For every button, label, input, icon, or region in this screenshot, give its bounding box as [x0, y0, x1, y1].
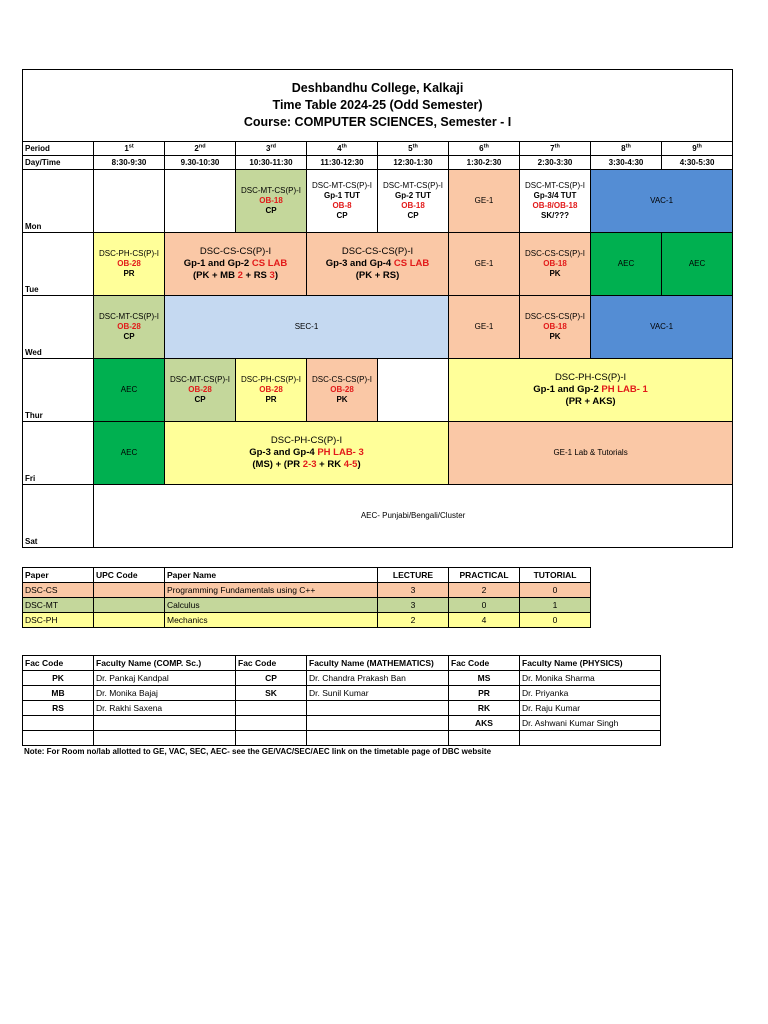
- tutorial-count: 0: [520, 583, 591, 598]
- period-4: 4th: [307, 142, 378, 156]
- fac-code: AKS: [449, 716, 520, 731]
- fac-code: [23, 731, 94, 746]
- thur-p3-class: DSC-PH-CS(P)-I OB-28 PR: [236, 359, 307, 422]
- day-wed: Wed: [23, 296, 94, 359]
- period-3: 3rd: [236, 142, 307, 156]
- table-row: [23, 598, 591, 613]
- fac-name: Dr. Ashwani Kumar Singh: [520, 716, 661, 731]
- period-7: 7th: [520, 142, 591, 156]
- row-thur: [23, 359, 733, 422]
- mon-p4-class: DSC-MT-CS(P)-I Gp-1 TUT OB-8 CP: [307, 170, 378, 233]
- fac-name: [520, 731, 661, 746]
- thur-p2-class: DSC-MT-CS(P)-I OB-28 CP: [165, 359, 236, 422]
- tue-p9-class: AEC: [662, 233, 733, 296]
- table-row: [23, 716, 661, 731]
- mon-p1: [94, 170, 165, 233]
- faculty-table: [22, 655, 661, 746]
- fac-code: RS: [23, 701, 94, 716]
- fac-header-name-phy: Faculty Name (PHYSICS): [520, 656, 661, 671]
- time-7: 2:30-3:30: [520, 156, 591, 170]
- fac-header-name-math: Faculty Name (MATHEMATICS): [307, 656, 449, 671]
- fac-code: [449, 731, 520, 746]
- practical-count: 4: [449, 613, 520, 628]
- faculty-header-row: [23, 656, 661, 671]
- fac-name: [307, 716, 449, 731]
- paper-name: Calculus: [165, 598, 378, 613]
- fac-name: [94, 731, 236, 746]
- table-row: [23, 583, 591, 598]
- fac-name: Dr. Monika Sharma: [520, 671, 661, 686]
- fac-code: CP: [236, 671, 307, 686]
- table-row: [23, 701, 661, 716]
- papers-header-paper: Paper: [23, 568, 94, 583]
- fac-header-code-cs: Fac Code: [23, 656, 94, 671]
- fac-name: Dr. Pankaj Kandpal: [94, 671, 236, 686]
- paper-name: Programming Fundamentals using C++: [165, 583, 378, 598]
- paper-code: DSC-CS: [23, 583, 94, 598]
- fac-name: Dr. Raju Kumar: [520, 701, 661, 716]
- fac-code: [23, 716, 94, 731]
- thur-p5: [378, 359, 449, 422]
- practical-count: 0: [449, 598, 520, 613]
- period-1: 1st: [94, 142, 165, 156]
- timetable-title: [23, 70, 733, 142]
- papers-table: [22, 567, 591, 628]
- period-6: 6th: [449, 142, 520, 156]
- fac-name: Dr. Priyanka: [520, 686, 661, 701]
- fac-name: [307, 731, 449, 746]
- table-row: [23, 613, 591, 628]
- thur-p4-class: DSC-CS-CS(P)-I OB-28 PK: [307, 359, 378, 422]
- practical-count: 2: [449, 583, 520, 598]
- thur-p69-class: DSC-PH-CS(P)-I Gp-1 and Gp-2 PH LAB- 1 (PR + AKS): [449, 359, 733, 422]
- wed-p1-class: DSC-MT-CS(P)-I OB-28 CP: [94, 296, 165, 359]
- daytime-label: Day/Time: [23, 156, 94, 170]
- fri-p25-class: DSC-PH-CS(P)-I Gp-3 and Gp-4 PH LAB- 3 (MS) + (PR 2-3 + RK 4-5): [165, 422, 449, 485]
- period-label: Period: [23, 142, 94, 156]
- fac-code: [236, 701, 307, 716]
- fac-code: RK: [449, 701, 520, 716]
- fac-code: PK: [23, 671, 94, 686]
- fac-name: [94, 716, 236, 731]
- mon-p7-class: DSC-MT-CS(P)-I Gp-3/4 TUT OB-8/OB-18 SK/???: [520, 170, 591, 233]
- time-6: 1:30-2:30: [449, 156, 520, 170]
- fac-code: MS: [449, 671, 520, 686]
- paper-name: Mechanics: [165, 613, 378, 628]
- fac-header-code-phy: Fac Code: [449, 656, 520, 671]
- college-name: Deshbandhu College, Kalkaji: [291, 81, 464, 95]
- mon-p2: [165, 170, 236, 233]
- papers-header-lecture: LECTURE: [378, 568, 449, 583]
- fac-code: [236, 731, 307, 746]
- upc-code: [94, 598, 165, 613]
- day-tue: Tue: [23, 233, 94, 296]
- table-row: [23, 686, 661, 701]
- tue-p23-class: DSC-CS-CS(P)-I Gp-1 and Gp-2 CS LAB (PK + MB 2 + RS 3): [165, 233, 307, 296]
- time-8: 3:30-4:30: [591, 156, 662, 170]
- mon-p5-class: DSC-MT-CS(P)-I Gp-2 TUT OB-18 CP: [378, 170, 449, 233]
- row-mon: [23, 170, 733, 233]
- period-2: 2nd: [165, 142, 236, 156]
- time-5: 12:30-1:30: [378, 156, 449, 170]
- time-1: 8:30-9:30: [94, 156, 165, 170]
- fac-name: Dr. Chandra Prakash Ban: [307, 671, 449, 686]
- lecture-count: 3: [378, 598, 449, 613]
- fac-name: Dr. Monika Bajaj: [94, 686, 236, 701]
- sat-p19-class: AEC- Punjabi/Bengali/Cluster: [94, 485, 733, 548]
- wed-p7-class: DSC-CS-CS(P)-I OB-18 PK: [520, 296, 591, 359]
- papers-header-row: [23, 568, 591, 583]
- table-row: [23, 731, 661, 746]
- fac-name: [307, 701, 449, 716]
- papers-header-name: Paper Name: [165, 568, 378, 583]
- row-tue: [23, 233, 733, 296]
- mon-p3-class: DSC-MT-CS(P)-I OB-18 CP: [236, 170, 307, 233]
- timetable-name: Time Table 2024-25 (Odd Semester): [272, 98, 483, 112]
- row-wed: [23, 296, 733, 359]
- course-name: Course: COMPUTER SCIENCES, Semester - I: [243, 115, 512, 129]
- time-row: [23, 156, 733, 170]
- upc-code: [94, 583, 165, 598]
- papers-header-upc: UPC Code: [94, 568, 165, 583]
- tue-p8-class: AEC: [591, 233, 662, 296]
- fac-code: PR: [449, 686, 520, 701]
- wed-p89-class: VAC-1: [591, 296, 733, 359]
- fac-header-name-cs: Faculty Name (COMP. Sc.): [94, 656, 236, 671]
- tue-p6-class: GE-1: [449, 233, 520, 296]
- upc-code: [94, 613, 165, 628]
- period-5: 5th: [378, 142, 449, 156]
- tue-p1-class: DSC-PH-CS(P)-I OB-28 PR: [94, 233, 165, 296]
- table-row: [23, 671, 661, 686]
- lecture-count: 3: [378, 583, 449, 598]
- day-mon: Mon: [23, 170, 94, 233]
- tue-p7-class: DSC-CS-CS(P)-I OB-18 PK: [520, 233, 591, 296]
- fri-p1-class: AEC: [94, 422, 165, 485]
- paper-code: DSC-MT: [23, 598, 94, 613]
- papers-header-tutorial: TUTORIAL: [520, 568, 591, 583]
- footnote: Note: For Room no/lab allotted to GE, VAC, SEC, AEC- see the GE/VAC/SEC/AEC link on the timetable page of DBC website: [24, 747, 492, 756]
- row-sat: [23, 485, 733, 548]
- mon-p89-class: VAC-1: [591, 170, 733, 233]
- day-thur: Thur: [23, 359, 94, 422]
- row-fri: [23, 422, 733, 485]
- wed-p25-class: SEC-1: [165, 296, 449, 359]
- timetable: [22, 69, 733, 548]
- time-3: 10:30-11:30: [236, 156, 307, 170]
- fri-p69-class: GE-1 Lab & Tutorials: [449, 422, 733, 485]
- time-4: 11:30-12:30: [307, 156, 378, 170]
- paper-code: DSC-PH: [23, 613, 94, 628]
- thur-p1-class: AEC: [94, 359, 165, 422]
- tue-p45-class: DSC-CS-CS(P)-I Gp-3 and Gp-4 CS LAB (PK + RS): [307, 233, 449, 296]
- tutorial-count: 0: [520, 613, 591, 628]
- fac-header-code-math: Fac Code: [236, 656, 307, 671]
- papers-header-practical: PRACTICAL: [449, 568, 520, 583]
- fac-code: SK: [236, 686, 307, 701]
- day-sat: Sat: [23, 485, 94, 548]
- day-fri: Fri: [23, 422, 94, 485]
- period-9: 9th: [662, 142, 733, 156]
- period-8: 8th: [591, 142, 662, 156]
- period-row: [23, 142, 733, 156]
- lecture-count: 2: [378, 613, 449, 628]
- mon-p6-class: GE-1: [449, 170, 520, 233]
- fac-name: Dr. Sunil Kumar: [307, 686, 449, 701]
- wed-p6-class: GE-1: [449, 296, 520, 359]
- fac-code: MB: [23, 686, 94, 701]
- time-2: 9.30-10:30: [165, 156, 236, 170]
- fac-name: Dr. Rakhi Saxena: [94, 701, 236, 716]
- fac-code: [236, 716, 307, 731]
- time-9: 4:30-5:30: [662, 156, 733, 170]
- tutorial-count: 1: [520, 598, 591, 613]
